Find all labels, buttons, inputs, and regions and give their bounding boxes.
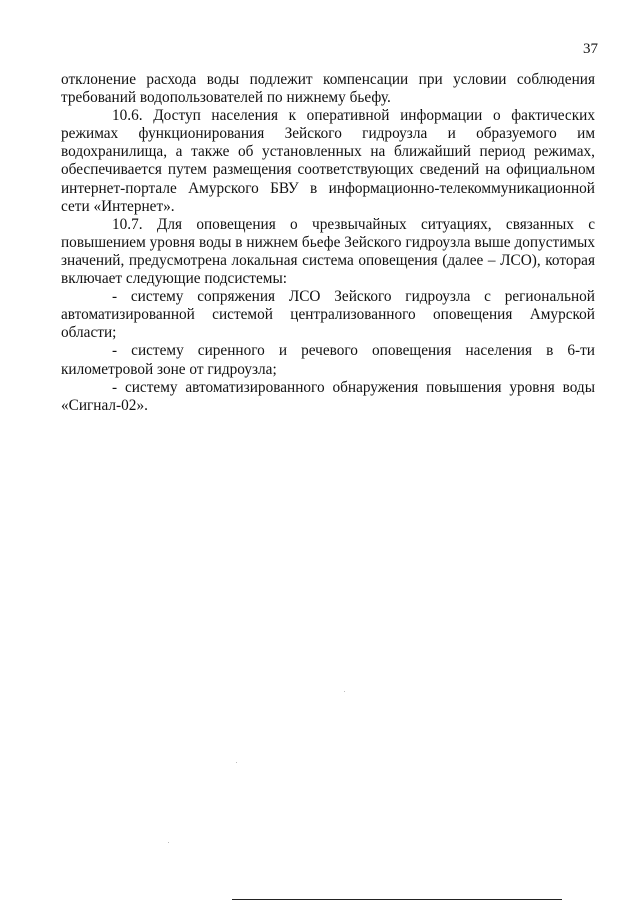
list-item-subsystem-1: - систему сопряжения ЛСО Зейского гидроузла с региональной автоматизированной системой централизованного оповещения Амурской области;: [61, 288, 595, 342]
page-number: 37: [583, 41, 598, 57]
scan-speck: [236, 762, 237, 763]
paragraph-10-6: 10.6. Доступ населения к оперативной информации о фактических режимах функционирования Зейского гидроузла и образуемого им водохранилища, а также об установленных на ближайший период режимах, обеспечивается путем размещения соответствующих сведений на официальном интернет-портале Амурского БВУ в информационно-телекоммуникационной сети «Интернет».: [61, 107, 595, 215]
scan-edge-line: [232, 899, 562, 900]
document-body: [61, 71, 595, 415]
paragraph-continuation: отклонение расхода воды подлежит компенсации при условии соблюдения требований водопользователей по нижнему бьефу.: [61, 71, 595, 107]
list-item-subsystem-2: - систему сиренного и речевого оповещения населения в 6-ти километровой зоне от гидроузла;: [61, 342, 595, 378]
scan-speck: [344, 691, 345, 692]
scan-speck: [168, 842, 169, 843]
list-item-subsystem-3: - систему автоматизированного обнаружения повышения уровня воды «Сигнал-02».: [61, 378, 595, 414]
paragraph-10-7: 10.7. Для оповещения о чрезвычайных ситуациях, связанных с повышением уровня воды в нижнем бьефе Зейского гидроузла выше допустимых значений, предусмотрена локальная система оповещения (далее – ЛСО), которая включает следующие подсистемы:: [61, 215, 595, 288]
